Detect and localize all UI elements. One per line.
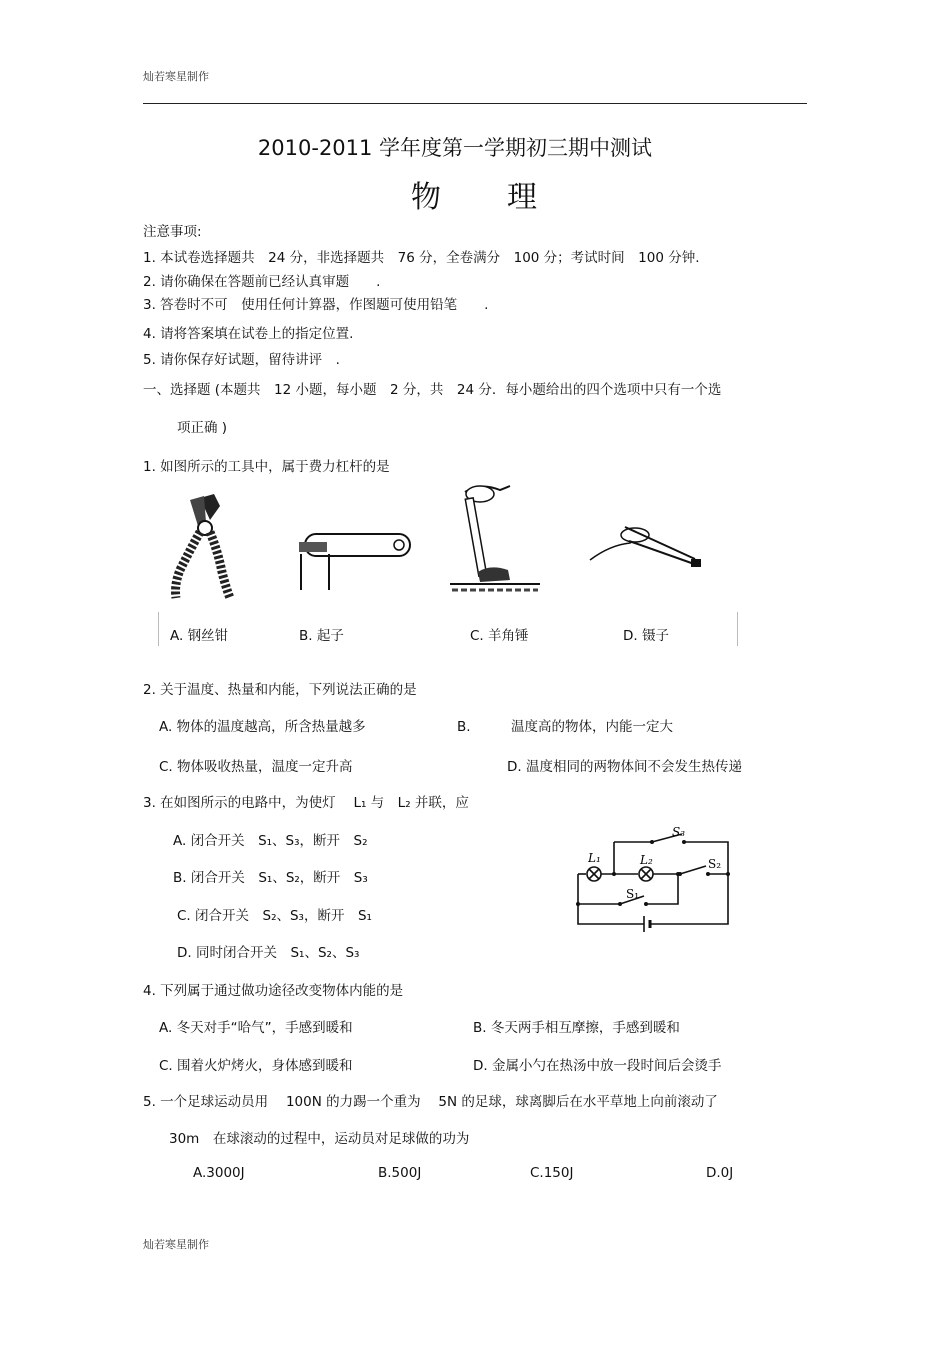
section1-heading-line2: 项正确 ) xyxy=(177,420,228,436)
q2-option-b: B. 温度高的物体，内能一定大 xyxy=(457,719,674,735)
exam-subject: 物 理 xyxy=(411,180,539,215)
q3-stem: 3. 在如图所示的电路中，为使灯 L₁ 与 L₂ 并联，应 xyxy=(143,795,469,811)
bottle-opener-figure xyxy=(295,520,415,590)
q5-stem-line1: 5. 一个足球运动员用 100N 的力踢一个重为 5N 的足球，球离脚后在水平草地上向前滚动了 xyxy=(143,1094,718,1110)
header-rule xyxy=(143,103,807,104)
note-item-4: 4. 请将答案填在试卷上的指定位置. xyxy=(143,326,354,342)
exam-title: 2010-2011 学年度第一学期初三期中测试 xyxy=(257,136,653,160)
q1-stem: 1. 如图所示的工具中，属于费力杠杆的是 xyxy=(143,459,390,475)
note-item-3: 3. 答卷时不可 使用任何计算器，作图题可使用铅笔 . xyxy=(143,297,489,313)
circuit-label-l2: L₂ xyxy=(640,853,653,867)
q1-option-c: C. 羊角锤 xyxy=(470,628,529,644)
q1-option-a: A. 钢丝钳 xyxy=(170,628,229,644)
circuit-label-s2: S₂ xyxy=(708,857,722,871)
circuit-diagram xyxy=(570,822,740,940)
note-item-1: 1. 本试卷选择题共 24 分，非选择题共 76 分，全卷满分 100 分；考试时间 100 分钟. xyxy=(143,250,700,266)
q4-option-a: A. 冬天对手“哈气”，手感到暖和 xyxy=(159,1020,353,1036)
q2-option-d: D. 温度相同的两物体间不会发生热传递 xyxy=(507,759,742,775)
circuit-label-s1: S₁ xyxy=(626,887,640,901)
q5-stem-line2: 30m 在球滚动的过程中，运动员对足球做的功为 xyxy=(169,1131,470,1147)
circuit-label-l1: L₁ xyxy=(588,851,601,865)
q4-option-d: D. 金属小勺在热汤中放一段时间后会烫手 xyxy=(473,1058,722,1074)
q4-option-c: C. 围着火炉烤火，身体感到暖和 xyxy=(159,1058,353,1074)
q5-option-a: A.3000J xyxy=(193,1165,245,1181)
q3-option-a: A. 闭合开关 S₁、S₃，断开 S₂ xyxy=(173,833,368,849)
note-item-2: 2. 请你确保在答题前已经认真审题 . xyxy=(143,274,381,290)
q2-option-c: C. 物体吸收热量，温度一定升高 xyxy=(159,759,353,775)
q5-option-c: C.150J xyxy=(530,1165,574,1181)
q2-option-a: A. 物体的温度越高，所含热量越多 xyxy=(159,719,366,735)
q2-stem: 2. 关于温度、热量和内能，下列说法正确的是 xyxy=(143,682,417,698)
q1-box-right-border xyxy=(737,612,738,646)
q3-option-b: B. 闭合开关 S₁、S₂，断开 S₃ xyxy=(173,870,368,886)
claw-hammer-figure xyxy=(450,480,540,595)
q1-box-left-border xyxy=(158,612,159,646)
notes-heading: 注意事项: xyxy=(143,224,202,240)
note-item-5: 5. 请你保存好试题，留待讲评 . xyxy=(143,352,340,368)
q5-option-b: B.500J xyxy=(378,1165,422,1181)
page-header-maker: 灿若寒星制作 xyxy=(143,70,209,83)
q1-option-d: D. 镊子 xyxy=(623,628,669,644)
q3-option-c: C. 闭合开关 S₂、S₃，断开 S₁ xyxy=(177,908,372,924)
circuit-label-s3: S₃ xyxy=(672,825,686,839)
q5-option-d: D.0J xyxy=(706,1165,734,1181)
tweezers-figure xyxy=(585,515,715,580)
q1-option-b: B. 起子 xyxy=(299,628,344,644)
page-footer-maker: 灿若寒星制作 xyxy=(143,1238,209,1251)
q4-option-b: B. 冬天两手相互摩擦，手感到暖和 xyxy=(473,1020,680,1036)
q4-stem: 4. 下列属于通过做功途径改变物体内能的是 xyxy=(143,983,404,999)
pliers-figure xyxy=(160,490,240,605)
section1-heading-line1: 一、选择题 (本题共 12 小题，每小题 2 分，共 24 分．每小题给出的四个选项中只有一个选 xyxy=(143,382,722,398)
q3-option-d: D. 同时闭合开关 S₁、S₂、S₃ xyxy=(177,945,360,961)
